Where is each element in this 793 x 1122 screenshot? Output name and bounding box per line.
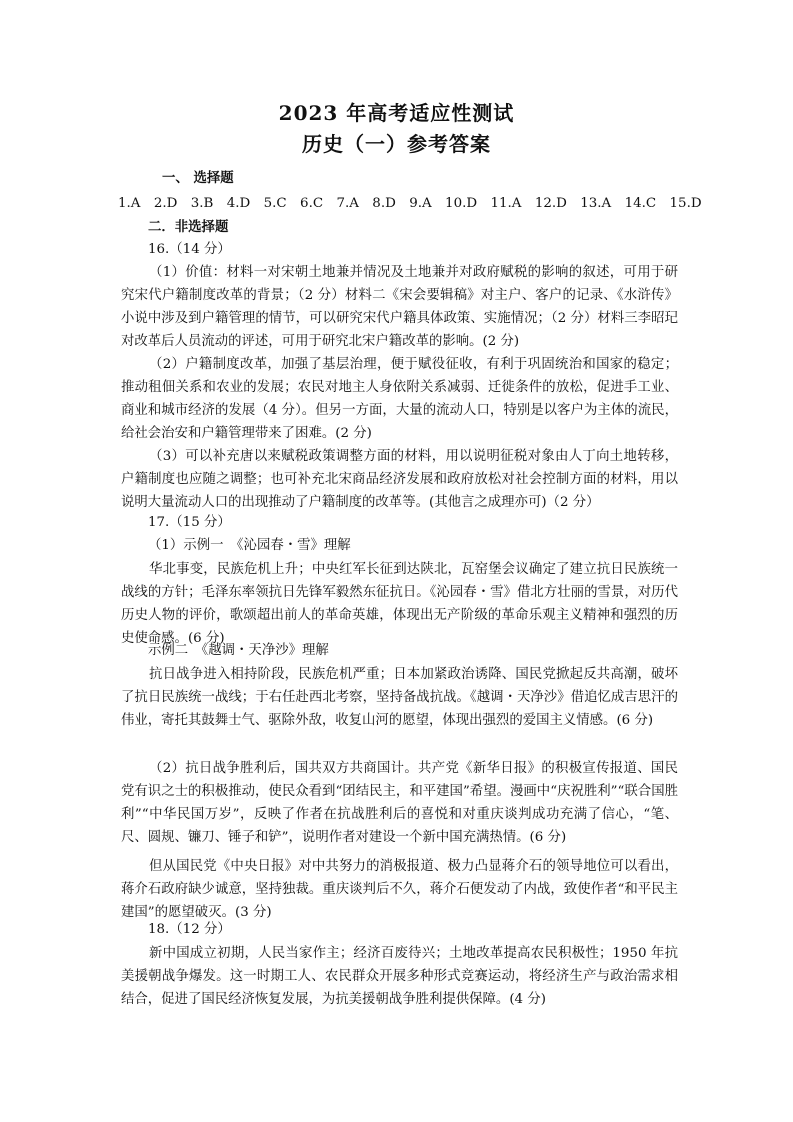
q17-label: 17.（15 分）	[148, 515, 231, 530]
section-heading-nonchoice: 二．非选择题	[148, 219, 229, 235]
choice-answers: 1.A 2.D 3.B 4.D 5.C 6.C 7.A 8.D 9.A 10.D 11.A 12.D 13.A 14.C 15.D	[118, 196, 702, 211]
q17-example2-body: 抗日战争进入相持阶段，民族危机严重；日本加紧政治诱降、国民党掀起反共高潮，破坏了抗日民族统一战线；于右任赴西北考察，坚持备战抗战。《越调・天净沙》借追忆成吉思汗的伟业，寄托其鼓舞士气、驱除外敌，收复山河的愿望，体现出强烈的爱国主义情感。(6 分)	[121, 667, 678, 728]
q17-part3: 但从国民党《中央日报》对中共努力的消极报道、极力凸显蒋介石的领导地位可以看出，蒋介石政府缺少诚意，坚持独裁。重庆谈判后不久，蒋介石便发动了内战，致使作者“和平民主建国”的愿望破灭。(3 分)	[121, 859, 678, 920]
q16-part1: （1）价值：材料一对宋朝土地兼并情况及土地兼并对政府赋税的影响的叙述，可用于研究宋代户籍制度改革的背景；（2 分）材料二《宋会要辑稿》对主户、客户的记录、《水浒传》小说中涉及到户籍管理的情节，可以研究宋代户籍具体政策、实施情况；（2 分）材料三李昭玘对改革后人员流动的评述，可用于研究北宋户籍改革的影响。(2 分)	[121, 265, 678, 349]
q17-example2-title: 示例二 《越调・天净沙》理解	[148, 643, 329, 658]
q18-label: 18.（12 分）	[148, 922, 231, 937]
page-subtitle: 历史（一）参考答案	[302, 132, 491, 156]
section-heading-choice: 一、 选择题	[162, 170, 234, 186]
q18-part1: 新中国成立初期，人民当家作主；经济百废待兴；土地改革提高农民积极性；1950 年抗美援朝战争爆发。这一时期工人、农民群众开展多种形式竞赛运动，将经济生产与政治需求相结合，促进了国民经济恢复发展，为抗美援朝战争胜利提供保障。(4 分)	[121, 946, 678, 1007]
q16-label: 16.（14 分）	[148, 242, 231, 257]
q17-example1-body: 华北事变，民族危机上升；中央红军长征到达陕北，瓦窑堡会议确定了建立抗日民族统一战线的方针；毛泽东率领抗日先锋军毅然东征抗日。《沁园春・雪》借北方壮丽的雪景，对历代历史人物的评价，歌颂超出前人的革命英雄，体现出无产阶级的革命乐观主义精神和强烈的历史使命感。(6 分)	[121, 562, 678, 646]
q17-part2: （2）抗日战争胜利后，国共双方共商国计。共产党《新华日报》的积极宣传报道、国民党有识之士的积极推动，使民众看到“团结民主，和平建国”希望。漫画中“庆祝胜利”“联合国胜利”“中华民国万岁”，反映了作者在抗战胜利后的喜悦和对重庆谈判成功充满了信心，“笔、尺、圆规、镰刀、锤子和铲”，说明作者对建设一个新中国充满热情。(6 分)	[121, 761, 678, 845]
q17-example1-title: （1）示例一 《沁园春・雪》理解	[148, 538, 351, 553]
q16-part2: （2）户籍制度改革，加强了基层治理，便于赋役征收，有利于巩固统治和国家的稳定；推动租佃关系和农业的发展；农民对地主人身依附关系减弱、迁徙条件的放松，促进手工业、商业和城市经济的发展（4 分）。但另一方面，大量的流动人口，特别是以客户为主体的流民，给社会治安和户籍管理带来了困难。(2 分)	[121, 357, 678, 441]
page-title: 2023 年高考适应性测试	[278, 101, 515, 125]
q16-part3: （3）可以补充唐以来赋税政策调整方面的材料，用以说明征税对象由人丁向土地转移，户籍制度也应随之调整；也可补充北宋商品经济发展和政府放松对社会控制方面的材料，用以说明大量流动人口的出现推动了户籍制度的改革等。(其他言之成理亦可)（2 分）	[121, 449, 678, 510]
